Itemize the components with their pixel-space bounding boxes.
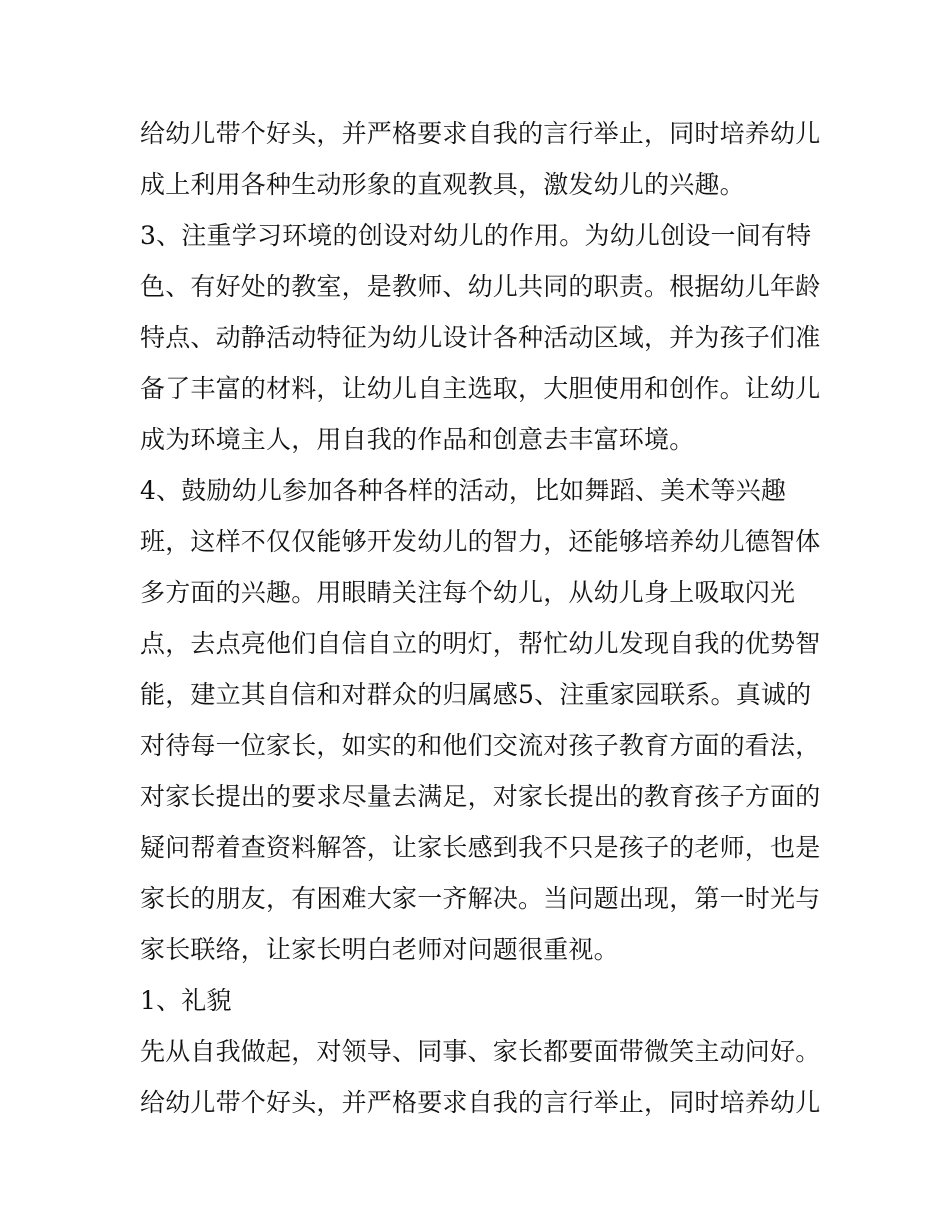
text-line: 4、鼓励幼儿参加各种各样的活动，比如舞蹈、美术等兴趣 <box>140 476 787 505</box>
text-line: 备了丰富的材料，让幼儿自主选取，大胆使用和创作。让幼儿 <box>140 374 821 403</box>
text-line: 先从自我做起，对领导、同事、家长都要面带微笑主动问好。 <box>140 1037 821 1066</box>
body-text <box>140 108 830 1128</box>
text-line: 成上利用各种生动形象的直观教具，激发幼儿的兴趣。 <box>140 170 745 199</box>
text-line: 家长的朋友，有困难大家一齐解决。当问题出现，第一时光与 <box>140 884 821 913</box>
text-line: 班，这样不仅仅能够开发幼儿的智力，还能够培养幼儿德智体 <box>140 527 821 556</box>
text-line: 色、有好处的教室，是教师、幼儿共同的职责。根据幼儿年龄 <box>140 272 821 301</box>
text-line: 给幼儿带个好头，并严格要求自我的言行举止，同时培养幼儿 <box>140 119 821 148</box>
text-line: 多方面的兴趣。用眼睛关注每个幼儿，从幼儿身上吸取闪光 <box>140 578 796 607</box>
text-line: 3、注重学习环境的创设对幼儿的作用。为幼儿创设一间有特 <box>140 221 812 250</box>
text-line: 给幼儿带个好头，并严格要求自我的言行举止，同时培养幼儿 <box>140 1088 821 1117</box>
section-heading: 1、礼貌 <box>140 986 232 1015</box>
text-line: 对家长提出的要求尽量去满足，对家长提出的教育孩子方面的 <box>140 782 821 811</box>
text-line: 疑问帮着查资料解答，让家长感到我不只是孩子的老师，也是 <box>140 833 821 862</box>
text-line: 对待每一位家长，如实的和他们交流对孩子教育方面的看法， <box>140 731 821 760</box>
text-line: 家长联络，让家长明白老师对问题很重视。 <box>140 935 619 964</box>
text-line: 成为环境主人，用自我的作品和创意去丰富环境。 <box>140 425 695 454</box>
text-line: 点，去点亮他们自信自立的明灯，帮忙幼儿发现自我的优势智 <box>140 629 821 658</box>
text-line: 特点、动静活动特征为幼儿设计各种活动区域，并为孩子们准 <box>140 323 821 352</box>
text-line: 能，建立其自信和对群众的归属感5、注重家园联系。真诚的 <box>140 680 812 709</box>
